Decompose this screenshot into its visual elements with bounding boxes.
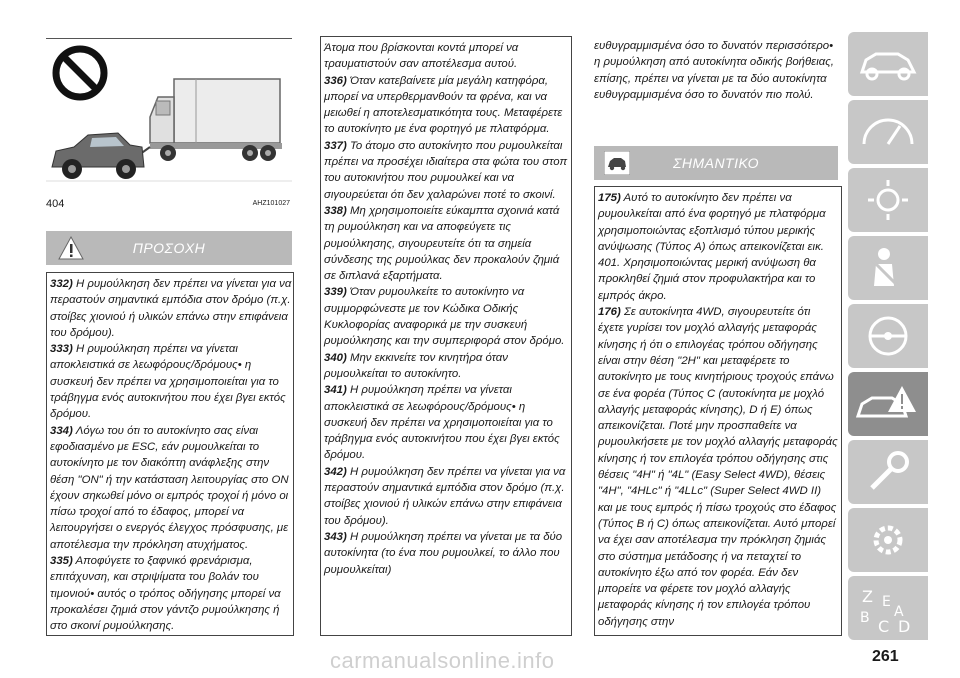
list-item: 335) Αποφύγετε το ξαφνικό φρενάρισμα, επιτάχυνση, και στριψίματα του βολάν του τιμονιού• αυτός ο τρόπος οδήγησης μπορεί να προκαλέσει ζημιά στον γάντζο ρυμούλκησης ή στο σκοινί ρυμούλκησης. — [50, 555, 281, 633]
pickup-car-icon — [52, 133, 144, 179]
list-item: 340) Μην εκκινείτε τον κινητήρα όταν ρυμουλκείται το αυτοκίνητο. — [324, 351, 508, 380]
list-item: 333) Η ρυμούλκηση πρέπει να γίνεται αποκλειστικά σε λεωφόρους/δρόμους• η συσκευή δεν πρέπει να χρησιμοποιείται για το τράβηγμα ενός αυτοκινήτου που έχει βγει εκτός δρόμου. — [50, 343, 286, 421]
tab-driving[interactable] — [848, 304, 928, 368]
list-item: 337) Το άτομο στο αυτοκίνητο που ρυμουλκείται πρέπει να προσέχει ιδιαίτερα στα φώτα του στοπ του αυτοκινήτου που ρυμουλκεί και να σιγουρεύεται ότι δεν χαλαρώνει ποτέ το σκοινί. — [324, 139, 568, 201]
body-text — [594, 38, 838, 103]
light-icon — [848, 168, 928, 232]
emergency-car-icon — [848, 372, 928, 436]
alphabet-index-icon — [848, 576, 928, 640]
tab-lights[interactable] — [848, 168, 928, 232]
list-item: 176) Σε αυτοκίνητα 4WD, σιγουρευτείτε ότι έχετε γυρίσει τον μοχλό αλλαγής μεταφοράς κίνησης ή ότι ο επιλογέας τρόπου οδήγησης είναι στην θέση "2H" και μεταφέρετε το αυτοκίνητο με τους κινητήριους τροχούς επάνω σε ένα φορέα (Τύπος C (αυτοκίνητα με μοχλό αλλαγής μεταφοράς κίνησης), D ή E) όπως απεικονίζεται. Ποτέ μην προσπαθείτε να ρυμουλκήσετε με τον μοχλό αλλαγής μεταφοράς κίνησης ή τον επιλογέα τρόπου οδήγησης στις θέσεις "4H" ή "4L" (Easy Select 4WD), θέσεις "4H", "4HLc" ή "4LLc" (Super Select 4WD II) και με τους εμπρός ή πίσω τροχούς στο έδαφος (Τύπος B ή C) όπως απεικονίζεται. Αυτό μπορεί να έχει σαν αποτέλεσμα την πρόκληση ζημιάς στο σύστημα μετάδοσης ή να πεταχτεί το αυτοκίνητο έξω από τον φορέα. Εάν δεν μπορείτε να φέρετε τον μοχλό αλλαγής μεταφοράς κίνησης ή τον επιλογέα τρόπου οδήγησης στην — [598, 306, 838, 628]
list-item: 334) Λόγω του ότι το αυτοκίνητο σας είναι εφοδιασμένο με ESC, εάν ρυμουλκείται το αυτοκίνητο με τον διακόπτη ανάφλεξης στην θέση "ON" ή την κατάσταση λειτουργίας στο ON έχουν σηκωθεί μόνο οι εμπρός τροχοί ή μόνο οι πίσω τροχοί από το έδαφος, μπορεί να λειτουργήσει ο ενεργός έλεγχος πρόσφυσης, με αποτέλεσμα την πρόκληση ατυχήματος. — [50, 424, 289, 551]
tab-car-overview[interactable] — [848, 32, 928, 96]
list-item: 332) Η ρυμούλκηση δεν πρέπει να γίνεται για να περαστούν σημαντικά εμπόδια στον δρόμο (π.χ. στοίβες χιονιού ή υλικών επάνω στην επιφάνεια του δρόμου). — [50, 278, 292, 339]
tab-emergency[interactable] — [848, 372, 928, 436]
svg-text:Z: Z — [862, 587, 873, 606]
svg-text:C: C — [878, 617, 890, 636]
figure-code: AHZ101027 — [252, 200, 290, 207]
wrench-icon — [848, 440, 928, 504]
svg-text:D: D — [898, 617, 911, 636]
paragraph: ευθυγραμμισμένα όσο το δυνατόν περισσότερο• η ρυμούλκηση από αυτοκίνητα οδικής βοήθειας, επίσης, πρέπει να γίνεται με τα δύο αυτοκίνητα ευθυγραμμισμένα όσο το δυνατόν πιο πολύ. — [594, 40, 834, 101]
list-item: 175) Αυτό το αυτοκίνητο δεν πρέπει να ρυμουλκείται από ένα φορτηγό με πλατφόρμα χρησιμοποιώντας εξοπλισμό τύπου μερικής ανύψωσης (Τύπος A) όπως απεικονίζεται εικ. 401. Χρησιμοποιώντας μερική ανύψωση θα προκληθεί ζημιά στον προφυλακτήρα και το εμπρός άκρο. — [598, 192, 826, 302]
warning-text-continued — [324, 40, 568, 578]
car-icon — [848, 32, 928, 96]
tab-safety[interactable] — [848, 236, 928, 300]
important-title: ΣΗΜΑΝΤΙΚΟ — [672, 155, 760, 171]
prohibition-icon — [56, 49, 104, 97]
gear-icon — [848, 508, 928, 572]
warning-text — [50, 276, 292, 635]
speedometer-icon — [848, 100, 928, 164]
list-item: 339) Όταν ρυμουλκείτε το αυτοκίνητο να συμμορφώνεστε με τον Κώδικα Οδικής Κυκλοφορίας αναφορικά με την συσκευή ρυμούλκησης και την συμπεριφορά στον δρόμο. — [324, 286, 565, 348]
figure-number: 404 — [46, 198, 65, 210]
warning-banner — [46, 231, 292, 265]
tab-technical-data[interactable] — [848, 508, 928, 572]
towing-illustration — [46, 38, 292, 195]
list-item: 342) Η ρυμούλκηση δεν πρέπει να γίνεται για να περαστούν σημαντικά εμπόδια στον δρόμο (π.χ. στοίβες χιονιού ή υλικών επάνω στην επιφάνεια του δρόμου). — [324, 465, 566, 527]
list-item: Άτομα που βρίσκονται κοντά μπορεί να τραυματιστούν σαν αποτέλεσμα αυτού. — [324, 42, 519, 71]
svg-text:A: A — [894, 604, 904, 620]
list-item: 343) Η ρυμούλκηση πρέπει να γίνεται με τα δύο αυτοκίνητα (το ένα που ρυμουλκεί, το άλλο που ρυμουλκείται) — [324, 530, 563, 576]
tab-index[interactable] — [848, 576, 928, 640]
page-number: 261 — [872, 648, 899, 665]
important-text — [598, 190, 838, 630]
truck-icon — [150, 79, 282, 161]
warning-title: ΠΡΟΣΟΧΗ — [132, 240, 206, 256]
svg-text:B: B — [860, 610, 870, 626]
list-item: 341) Η ρυμούλκηση πρέπει να γίνεται αποκλειστικά σε λεωφόρους/δρόμους• η συσκευή δεν πρέπει να χρησιμοποιείται για το τράβηγμα ενός αυτοκινήτου που έχει βγει εκτός δρόμου. — [324, 384, 560, 462]
list-item: 338) Μη χρησιμοποιείτε εύκαμπτα σχοινιά κατά τη ρυμούλκηση και να αποφεύγετε τις ρυμούλκησης, σιγουρευτείτε ότι τα σημεία σύνδεσης της ρυμούλκας δεν προκαλούν ζημιά σε διπλανά εξαρτήματα. — [324, 204, 560, 283]
important-banner — [594, 146, 838, 180]
tab-maintenance[interactable] — [848, 440, 928, 504]
seatbelt-icon — [848, 236, 928, 300]
list-item: 336) Όταν κατεβαίνετε μία μεγάλη κατηφόρα, μπορεί να υπερθερμανθούν τα φρένα, και να μειωθεί η αποτελεσματικότητα τους. Μεταφέρετε το αυτοκίνητο με ένα φορτηγό με πλατφόρμα. — [324, 74, 563, 136]
watermark: carmanualsonline.info — [330, 648, 555, 673]
svg-text:E: E — [882, 594, 891, 610]
steering-wheel-icon — [848, 304, 928, 368]
tab-dashboard[interactable] — [848, 100, 928, 164]
